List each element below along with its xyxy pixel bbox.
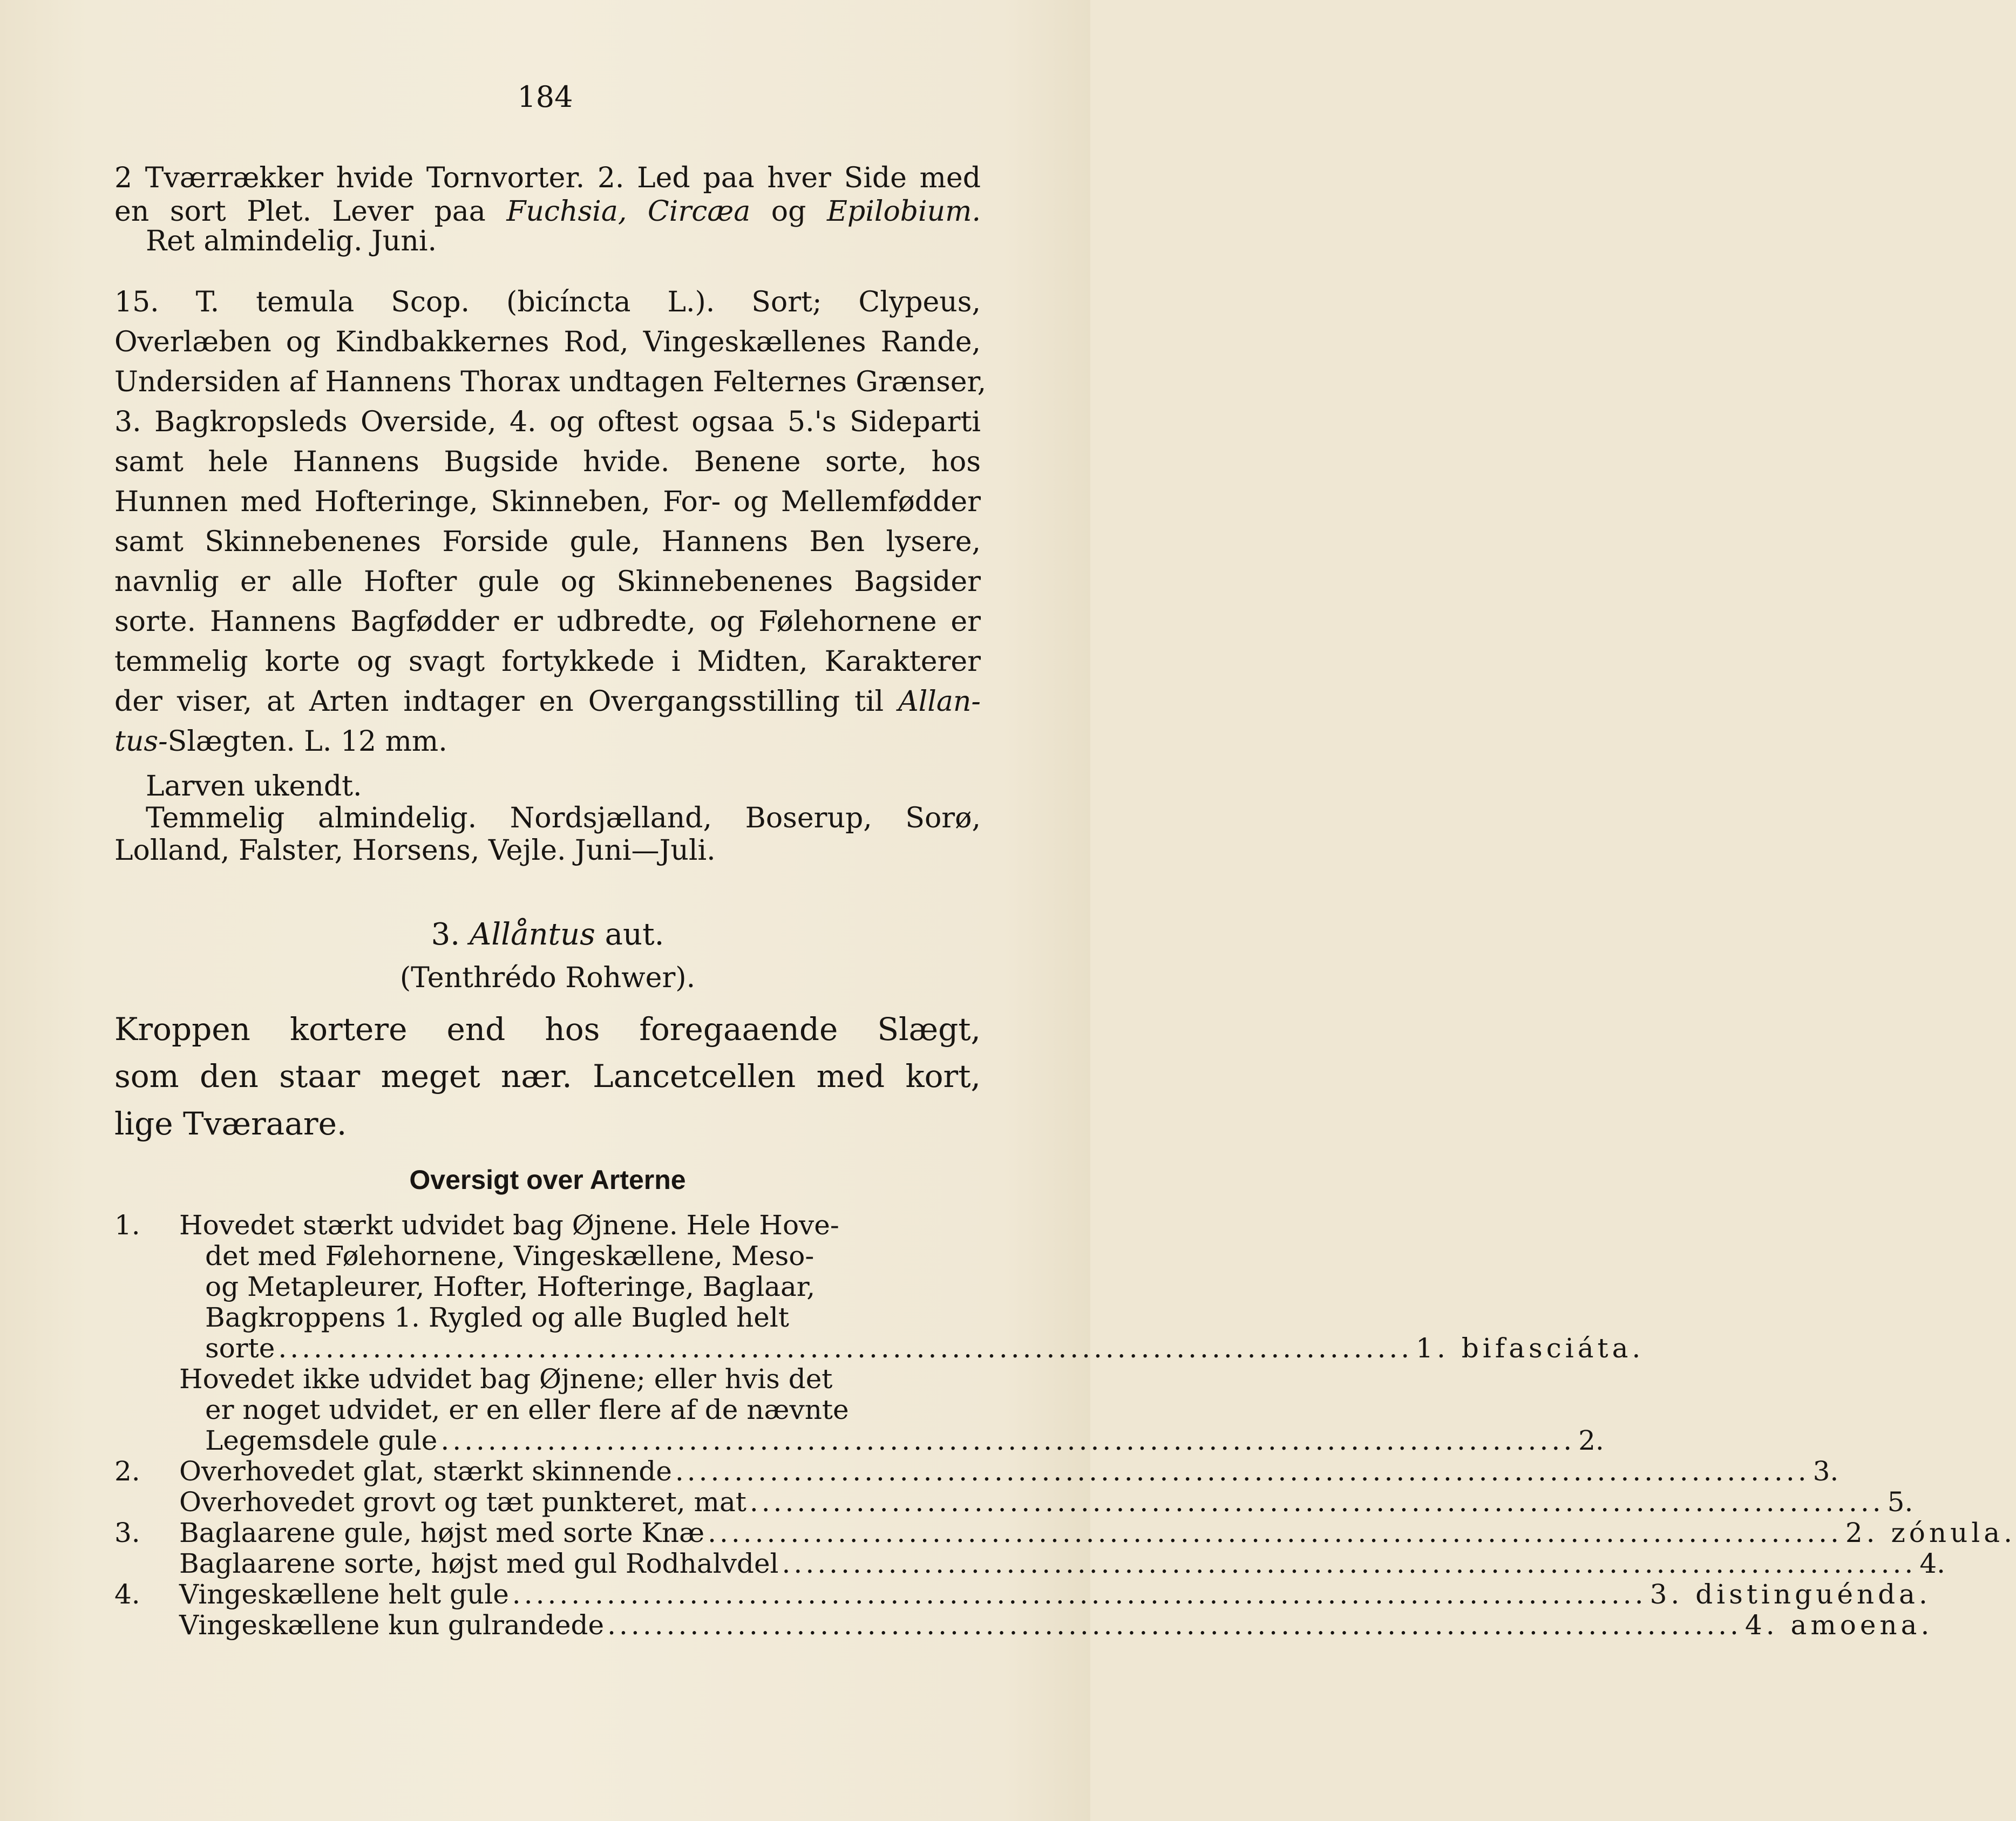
key-entry: og Metapleurer, Hofter, Hofteringe, Baglaar, (205, 1271, 816, 1302)
genus-synonym: (Tenthrédo Rohwer). (399, 962, 696, 994)
text-line: 3. Bagkropsleds Overside, 4. og oftest ogsaa 5.'s Sideparti (114, 406, 981, 438)
text-line: Hunnen med Hofteringe, Skinneben, For- og Mellemfødder (114, 486, 981, 518)
key-entry: 3. Baglaarene gule, højst med sorte Knæ ................................................................................................ 2. zónula. (114, 1517, 2016, 1548)
text-line: Undersiden af Hannens Thorax undtagen Felternes Grænser, (114, 366, 987, 398)
genus-ref: Allan- (898, 685, 981, 718)
key-entry: 2. Overhovedet glat, stærkt skinnende ................................................................................................ 3. (114, 1456, 1839, 1487)
text-line: Overlæben og Kindbakkernes Rod, Vingeskællenes Rande, (114, 326, 981, 358)
key-entry: Legemsdele gule ................................................................................................ 2. (205, 1425, 1604, 1456)
genus-description-line: Kroppen kortere end hos foregaaende Slægt, (114, 1011, 981, 1048)
key-entry: det med Følehornene, Vingeskællene, Meso- (205, 1240, 814, 1272)
distribution-line: Lolland, Falster, Horsens, Vejle. Juni—Juli. (114, 834, 716, 867)
text-line: samt Skinnebenenes Forside gule, Hannens Ben lysere, (114, 526, 981, 558)
key-entry: Hovedet ikke udvidet bag Øjnene; eller hvis det (179, 1363, 833, 1395)
key-entry: Baglaarene sorte, højst med gul Rodhalvdel ................................................................................................ 4. (179, 1548, 1946, 1579)
genus-heading: 3. Allåntus aut. (431, 917, 664, 952)
key-entry: sorte ................................................................................................ 1. bifasciáta. (205, 1333, 1645, 1364)
distribution-line: Temmelig almindelig. Nordsjælland, Boserup, Sorø, (146, 802, 981, 834)
text-line: sorte. Hannens Bagfødder er udbredte, og Følehornene er (114, 606, 981, 638)
text-line: der viser, at Arten indtager en Overgangsstilling til Allan- (114, 685, 981, 718)
genus-description-line: som den staar meget nær. Lancetcellen med kort, (114, 1058, 981, 1095)
text-line: en sort Plet. Lever paa Fuchsia, Circæa og Epilobium. (114, 195, 981, 228)
key-entry: 4. Vingeskællene helt gule ................................................................................................ 3. distinguénda. (114, 1579, 1931, 1610)
key-entry: Bagkroppens 1. Rygled og alle Bugled helt (205, 1302, 789, 1333)
page-number: 184 (517, 80, 573, 114)
host-plant: Circæa (647, 195, 751, 228)
host-plant: Fuchsia, (506, 195, 627, 228)
genus-ref: tus- (114, 725, 168, 758)
key-entry: Overhovedet grovt og tæt punkteret, mat ................................................................................................ 5. (179, 1486, 1913, 1518)
species-heading-line: 15. T. temula Scop. (bicíncta L.). Sort; Clypeus, (114, 286, 981, 318)
key-title: Oversigt over Arterne (409, 1165, 686, 1195)
genus-description-line: lige Tværaare. (114, 1105, 347, 1142)
larva-note: Larven ukendt. (146, 770, 362, 803)
key-entry: 1. Hovedet stærkt udvidet bag Øjnene. Hele Hove- (114, 1210, 839, 1241)
text-line: tus-Slægten. L. 12 mm. (114, 725, 447, 758)
host-plant: Epilobium. (826, 195, 981, 228)
text-line: 2 Tværrækker hvide Tornvorter. 2. Led paa hver Side med (114, 162, 981, 194)
text-line: navnlig er alle Hofter gule og Skinnebenenes Bagsider (114, 566, 981, 598)
key-entry: er noget udvidet, er en eller flere af de nævnte (205, 1394, 849, 1425)
text-line: Ret almindelig. Juni. (146, 225, 437, 257)
text-line: temmelig korte og svagt fortykkede i Midten, Karakterer (114, 645, 981, 678)
key-entry: Vingeskællene kun gulrandede ................................................................................................ 4. amoena. (179, 1609, 1933, 1641)
text-line: samt hele Hannens Bugside hvide. Benene sorte, hos (114, 446, 981, 478)
